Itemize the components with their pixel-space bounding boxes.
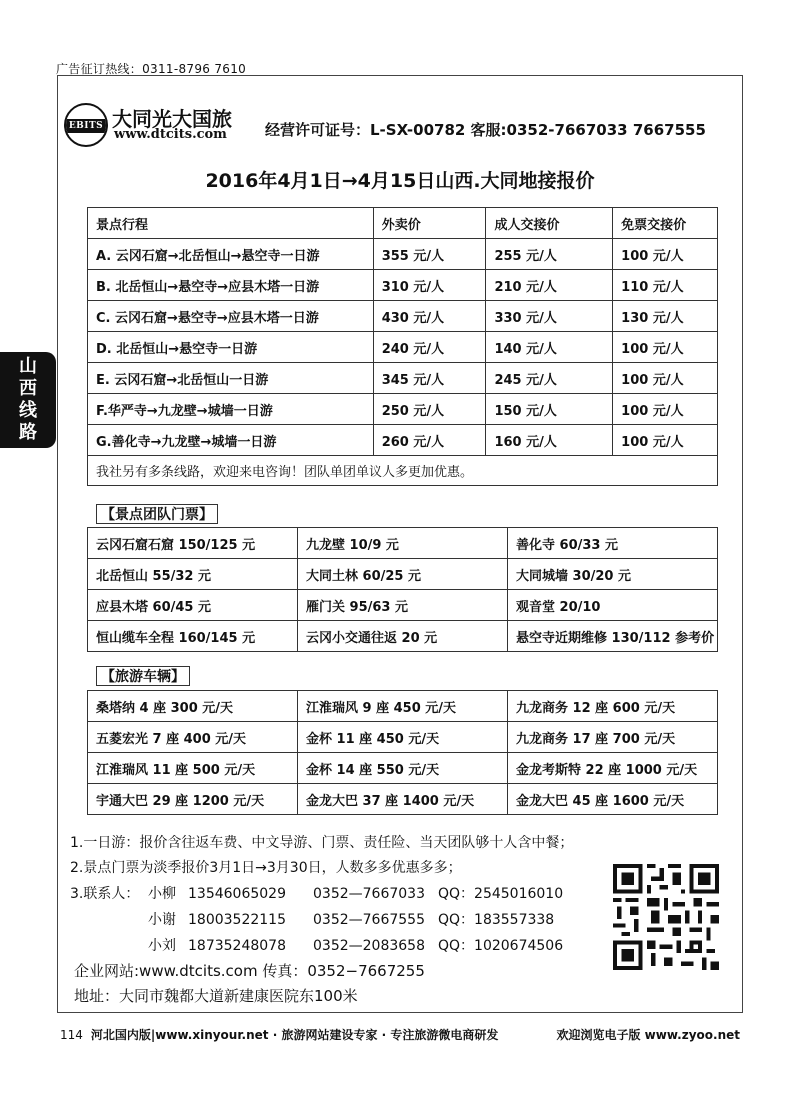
table-cell: 330 元/人 <box>486 301 613 332</box>
contact-name: 小刘 <box>148 938 176 954</box>
note-line-1: 1.一日游：报价含往返车费、中文导游、门票、责任险、当天团队够十人含中餐； <box>70 835 574 851</box>
contact-mobile: 13546065029 <box>188 886 286 902</box>
table-cell: A. 云冈石窟→北岳恒山→悬空寺一日游 <box>88 239 374 270</box>
contact-mobile: 18003522115 <box>188 912 286 928</box>
vehicles-section-label: 【旅游车辆】 <box>96 666 190 686</box>
table-row <box>88 722 718 753</box>
table-row <box>88 270 718 301</box>
table-cell: 100 元/人 <box>613 394 718 425</box>
table-cell: 260 元/人 <box>373 425 486 456</box>
table-cell: 桑塔纳 4 座 300 元/天 <box>88 691 298 722</box>
table-cell: 善化寺 60/33 元 <box>508 528 718 559</box>
note-line-2: 2.景点门票为淡季报价3月1日→3月30日，人数多多优惠多多； <box>70 860 462 876</box>
column-header: 景点行程 <box>88 208 374 239</box>
table-cell: 100 元/人 <box>613 332 718 363</box>
table-row <box>88 394 718 425</box>
table-cell: 100 元/人 <box>613 363 718 394</box>
contact-row <box>148 909 554 929</box>
globe-icon <box>64 103 108 147</box>
tickets-table <box>87 527 718 652</box>
contact-name: 小谢 <box>148 912 176 928</box>
column-header: 成人交接价 <box>486 208 613 239</box>
table-cell: 观音堂 20/10 <box>508 590 718 621</box>
table-cell: 255 元/人 <box>486 239 613 270</box>
table-cell: 245 元/人 <box>486 363 613 394</box>
table-row <box>88 621 718 652</box>
table-cell: F.华严寺→九龙壁→城墙一日游 <box>88 394 374 425</box>
table-note-row <box>88 456 718 486</box>
table-row <box>88 239 718 270</box>
website-fax: 企业网站:www.dtcits.com 传真：0352−7667255 <box>74 962 425 980</box>
table-cell: 355 元/人 <box>373 239 486 270</box>
table-cell: 110 元/人 <box>613 270 718 301</box>
table-cell: D. 北岳恒山→悬空寺一日游 <box>88 332 374 363</box>
hotline: 广告征订热线：0311-8796 7610 <box>56 62 247 76</box>
contact-row <box>148 935 563 955</box>
vehicles-table <box>87 690 718 815</box>
table-cell: 九龙商务 17 座 700 元/天 <box>508 722 718 753</box>
contact-qq: QQ：1020674506 <box>438 938 564 954</box>
side-tab <box>0 352 56 448</box>
logo-badge: EBITS <box>66 119 106 133</box>
table-cell: 100 元/人 <box>613 239 718 270</box>
table-row <box>88 332 718 363</box>
contact-prefix: 3.联系人： <box>70 886 140 902</box>
side-tab-char: 线 <box>19 400 37 421</box>
address: 地址：大同市魏都大道新建康医院东100米 <box>74 987 358 1005</box>
table-cell: 恒山缆车全程 160/145 元 <box>88 621 298 652</box>
contact-qq: QQ：2545016010 <box>438 886 564 902</box>
footer-publication: 河北国内版|www.xinyour.net · 旅游网站建设专家 · 专注旅游微电商研发 <box>90 1028 499 1042</box>
table-cell: 金杯 11 座 450 元/天 <box>298 722 508 753</box>
side-tab-char: 路 <box>19 422 37 443</box>
table-cell: 云冈石窟石窟 150/125 元 <box>88 528 298 559</box>
table-cell: 130 元/人 <box>613 301 718 332</box>
table-cell: 250 元/人 <box>373 394 486 425</box>
company-logo <box>64 103 254 147</box>
table-cell: 100 元/人 <box>613 425 718 456</box>
table-row <box>88 301 718 332</box>
table-cell: 九龙壁 10/9 元 <box>298 528 508 559</box>
contact-phone: 0352—7667555 <box>313 912 425 928</box>
table-note: 我社另有多条线路，欢迎来电咨询！团队单团单议人多更加优惠。 <box>88 456 718 486</box>
table-cell: 江淮瑞风 9 座 450 元/天 <box>298 691 508 722</box>
table-cell: 宇通大巴 29 座 1200 元/天 <box>88 784 298 815</box>
table-cell: 金杯 14 座 550 元/天 <box>298 753 508 784</box>
contact-name: 小柳 <box>148 886 176 902</box>
table-row <box>88 691 718 722</box>
table-cell: E. 云冈石窟→北岳恒山一日游 <box>88 363 374 394</box>
table-cell: 210 元/人 <box>486 270 613 301</box>
table-cell: 江淮瑞风 11 座 500 元/天 <box>88 753 298 784</box>
license-info: 经营许可证号：L-SX-00782 客服:0352-7667033 7667555 <box>265 121 706 139</box>
table-row <box>88 753 718 784</box>
qr-code-icon <box>613 864 719 970</box>
page-number: 114 <box>60 1028 83 1042</box>
footer-right: 欢迎浏览电子版 www.zyoo.net <box>556 1028 740 1042</box>
table-cell: 240 元/人 <box>373 332 486 363</box>
contact-mobile: 18735248078 <box>188 938 286 954</box>
column-header: 免票交接价 <box>613 208 718 239</box>
contact-phone: 0352—7667033 <box>313 886 425 902</box>
page-title: 2016年4月1日→4月15日山西.大同地接报价 <box>205 170 595 192</box>
table-cell: C. 云冈石窟→悬空寺→应县木塔一日游 <box>88 301 374 332</box>
table-cell: 金龙考斯特 22 座 1000 元/天 <box>508 753 718 784</box>
table-cell: 大同土林 60/25 元 <box>298 559 508 590</box>
table-cell: G.善化寺→九龙壁→城墙一日游 <box>88 425 374 456</box>
table-cell: 金龙大巴 37 座 1400 元/天 <box>298 784 508 815</box>
table-cell: 应县木塔 60/45 元 <box>88 590 298 621</box>
tickets-section-label: 【景点团队门票】 <box>96 504 218 524</box>
table-cell: 金龙大巴 45 座 1600 元/天 <box>508 784 718 815</box>
table-cell: 五菱宏光 7 座 400 元/天 <box>88 722 298 753</box>
table-cell: 北岳恒山 55/32 元 <box>88 559 298 590</box>
footer-left <box>60 1026 498 1043</box>
company-name: 大同光大国旅 <box>112 107 232 131</box>
contact-qq: QQ：183557338 <box>438 912 555 928</box>
table-cell: 雁门关 95/63 元 <box>298 590 508 621</box>
table-cell: 云冈小交通往返 20 元 <box>298 621 508 652</box>
table-row <box>88 784 718 815</box>
table-row <box>88 590 718 621</box>
table-cell: 大同城墙 30/20 元 <box>508 559 718 590</box>
side-tab-char: 西 <box>19 378 37 399</box>
table-cell: 345 元/人 <box>373 363 486 394</box>
table-cell: B. 北岳恒山→悬空寺→应县木塔一日游 <box>88 270 374 301</box>
table-row <box>88 559 718 590</box>
table-row <box>88 528 718 559</box>
table-cell: 140 元/人 <box>486 332 613 363</box>
table-row <box>88 425 718 456</box>
table-cell: 悬空寺近期维修 130/112 参考价 <box>508 621 718 652</box>
table-cell: 160 元/人 <box>486 425 613 456</box>
table-cell: 310 元/人 <box>373 270 486 301</box>
table-row <box>88 363 718 394</box>
price-table <box>87 207 718 486</box>
table-cell: 150 元/人 <box>486 394 613 425</box>
table-cell: 430 元/人 <box>373 301 486 332</box>
contact-phone: 0352—2083658 <box>313 938 425 954</box>
side-tab-char: 山 <box>19 356 37 377</box>
table-header-row <box>88 208 718 239</box>
column-header: 外卖价 <box>373 208 486 239</box>
company-url: www.dtcits.com <box>114 127 227 142</box>
table-cell: 九龙商务 12 座 600 元/天 <box>508 691 718 722</box>
contact-row <box>148 883 563 903</box>
